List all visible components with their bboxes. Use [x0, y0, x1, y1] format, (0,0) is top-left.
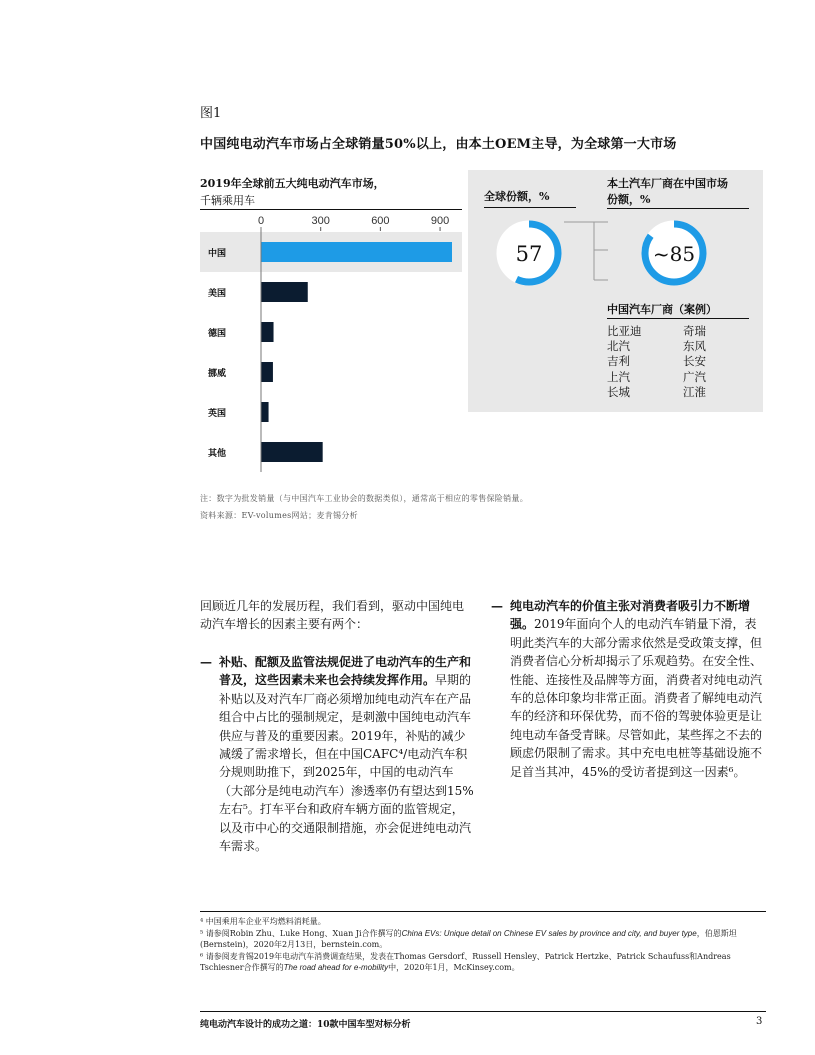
bullet-subsidies: [200, 653, 475, 855]
local-share-value: ~85: [652, 242, 696, 266]
bar-chart: [200, 210, 462, 478]
chart-title: 2019年全球前五大纯电动汽车市场，: [200, 177, 385, 190]
bullet-subsidies-lead: 补贴、配额及监管法规促进了电动汽车的生产和普及，这些因素未来也会持续发挥作用。: [219, 655, 472, 688]
bullet-value-proposition: [491, 597, 763, 781]
footnote-6-cont: Tschiesner合作撰写的The road ahead for e-mobility中，2020年1月，McKinsey.com。: [200, 963, 520, 973]
bar: [261, 362, 273, 382]
bullet-dash: —: [491, 599, 503, 613]
oem-item: 广汽: [683, 369, 706, 384]
oem-item: 比亚迪: [607, 324, 642, 338]
footer-title: 纯电动汽车设计的成功之道：10款中国车型对标分析: [200, 1020, 411, 1030]
x-tick-label: 300: [311, 215, 330, 227]
footnote-rule: [200, 911, 766, 912]
figure-label: 图1: [200, 106, 222, 121]
category-label: 中国: [208, 249, 227, 259]
bar: [261, 282, 308, 302]
chart-source: 资料来源：EV-volumes网站；麦肯锡分析: [200, 511, 358, 520]
oem-item: 长城: [607, 384, 630, 399]
bar: [261, 322, 274, 342]
oem-item: 上汽: [607, 369, 630, 384]
category-label: 其他: [208, 449, 227, 459]
bullet-value-lead: 纯电动汽车的价值主张对消费者吸引力不断增强。: [510, 599, 751, 632]
category-label: 美国: [208, 289, 227, 299]
oem-list-heading: 中国汽车厂商（案例）: [607, 303, 717, 316]
oem-list-col1: [607, 324, 642, 400]
footnote-5: ⁵ 请参阅Robin Zhu、Luke Hong、Xuan Ji合作撰写的China EVs: Unique detail on Chinese EV sales by province and city, and buyer type，伯恩斯坦: [200, 928, 737, 938]
bar: [261, 242, 452, 262]
oem-item: 北汽: [607, 339, 630, 354]
footnote-4: ⁴ 中国乘用车企业平均燃料消耗量。: [200, 917, 326, 926]
global-share-value: 57: [515, 242, 543, 266]
footnotes: [200, 916, 766, 974]
oem-item: 长安: [683, 354, 706, 369]
footer-rule: [200, 1011, 766, 1012]
figure-title: 中国纯电动汽车市场占全球销量50%以上，由本土OEM主导，为全球第一大市场: [200, 137, 677, 152]
oem-item: 吉利: [607, 354, 630, 369]
footnote-5-cont: (Bernstein)，2020年2月13日，bernstein.com。: [200, 940, 388, 950]
bullet-dash: —: [200, 655, 212, 669]
local-share-heading-line1: 本土汽车厂商在中国市场: [607, 177, 728, 190]
global-share-heading: 全球份额，%: [484, 190, 550, 203]
footnote-6-title: The road ahead for e-mobility: [283, 963, 389, 973]
bullet-subsidies-text: 早期的补贴以及对汽车厂商必须增加纯电动汽车在产品组合中占比的强制规定，是刺激中国纯电动汽车供应与普及的重要因素。2019年，补贴的减少减缓了需求增长，但在中国CAFC⁴/电动汽车积分规则助推下，到2025年，中国的电动汽车（大部分是纯电动汽车）渗透率仍有望达到15%左右⁵。打车平台和政府车辆方面的监管规定，以及市中心的交通限制措施，亦会促进纯电动汽车需求。: [219, 673, 474, 854]
x-tick-label: 900: [430, 215, 450, 227]
share-rings: [468, 170, 763, 300]
x-tick-label: 0: [257, 215, 265, 227]
chart-subtitle: 千辆乘用车: [200, 194, 255, 207]
local-share-heading-line2: 份额，%: [607, 193, 651, 206]
oem-list-col2: [683, 324, 706, 400]
bar: [261, 402, 269, 422]
intro-paragraph: 回顾近几年的发展历程，我们看到，驱动中国纯电动汽车增长的因素主要有两个：: [200, 599, 465, 632]
footnote-6: ⁶ 请参阅麦肯锡2019年电动汽车消费调查结果，发表在Thomas Gersdorf、Russell Hensley、Patrick Hertzke、Patrick Schaufuss和Andreas: [200, 951, 731, 961]
chart-note: 注：数字为批发销量（与中国汽车工业协会的数据类似），通常高于相应的零售保险销量。: [200, 494, 528, 503]
footnote-5-title: China EVs: Unique detail on Chinese EV sales by province and city, and buyer type: [401, 928, 697, 938]
oem-list-rule: [607, 318, 749, 319]
oem-item: 江淮: [683, 384, 706, 399]
category-label: 挪威: [208, 369, 227, 379]
page-number: 3: [756, 1016, 763, 1027]
category-label: 德国: [208, 329, 227, 339]
oem-item: 奇瑞: [683, 324, 706, 338]
bar: [261, 442, 323, 462]
bullet-value-text: 2019年面向个人的电动汽车销量下滑，表明此类汽车的大部分需求依然是受政策支撑，但消费者信心分析却揭示了乐观趋势。在安全性、性能、连接性及品牌等方面，消费者对纯电动汽车的总体印象均非常正面。消费者了解纯电动汽车的经济和环保优势，而不俗的驾驶体验更是让纯电动车备受青睐。尽管如此，某些挥之不去的顾虑仍限制了需求。其中充电电桩等基础设施不足首当其冲，45%的受访者提到这一因素⁶。: [510, 617, 763, 779]
bracket-connector: [564, 222, 608, 280]
x-tick-label: 600: [371, 215, 390, 227]
oem-item: 东风: [683, 339, 706, 354]
category-label: 英国: [208, 409, 227, 419]
